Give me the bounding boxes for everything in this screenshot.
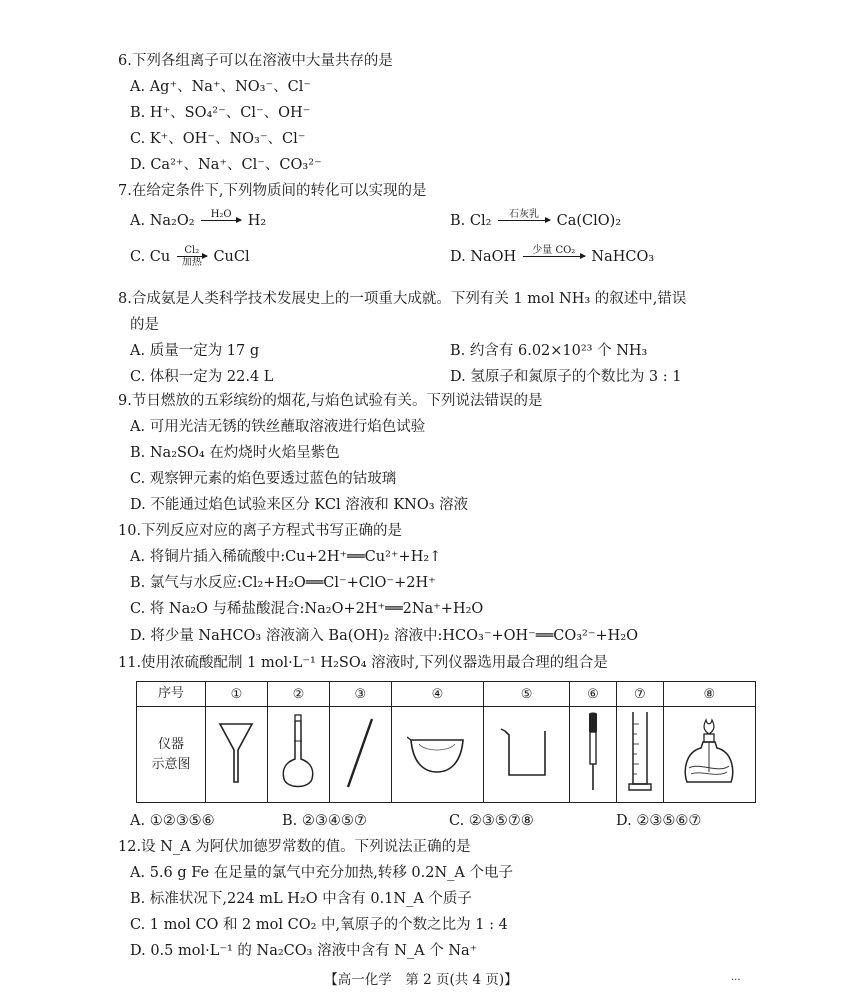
instrument-number-3: ③	[329, 682, 391, 707]
q8-option-b: B. 约含有 6.02×10²³ 个 NH₃	[450, 343, 648, 359]
volumetric-flask-icon	[267, 707, 329, 803]
q8-option-a: A. 质量一定为 17 g	[130, 343, 260, 359]
q7-a-product: H₂	[247, 213, 267, 229]
q10-stem: 10.下列反应对应的离子方程式书写正确的是	[118, 523, 403, 539]
q12-option-b: B. 标准状况下,224 mL H₂O 中含有 0.1N_A 个质子	[130, 891, 472, 907]
q7-option-b	[450, 210, 621, 232]
table-header-label: 序号	[137, 682, 206, 707]
dropper-icon	[570, 707, 617, 803]
q12-option-d: D. 0.5 mol·L⁻¹ 的 Na₂CO₃ 溶液中含有 N_A 个 Na⁺	[130, 943, 478, 959]
q10-option-b: B. 氯气与水反应:Cl₂+H₂O══Cl⁻+ClO⁻+2H⁺	[130, 575, 436, 591]
graduated-cylinder-icon	[616, 707, 663, 803]
q8-option-d: D. 氢原子和氮原子的个数比为 3 : 1	[450, 369, 682, 385]
table-diagram-row	[137, 707, 756, 803]
q12-stem: 12.设 N_A 为阿伏加德罗常数的值。下列说法正确的是	[118, 839, 471, 855]
page-footer: 【高一化学 第 2 页(共 4 页)】	[324, 972, 518, 988]
q7-option-a	[130, 210, 266, 232]
q7-option-c	[130, 246, 250, 268]
q7-b-condition: 石灰乳	[509, 209, 540, 220]
q7-d-product: NaHCO₃	[591, 249, 655, 265]
instrument-number-7: ⑦	[616, 682, 663, 707]
q7-c-product: CuCl	[213, 249, 250, 265]
reaction-arrow	[177, 246, 207, 268]
instrument-number-6: ⑥	[570, 682, 617, 707]
q7-c-condition-bottom: 加热	[181, 257, 202, 268]
instrument-number-1: ①	[206, 682, 268, 707]
q7-d-condition: 少量 CO₂	[532, 245, 576, 256]
q9-option-b: B. Na₂SO₄ 在灼烧时火焰呈紫色	[130, 445, 340, 461]
reaction-arrow	[523, 246, 585, 268]
q11-option-d: D. ②③⑤⑥⑦	[616, 813, 702, 829]
q9-option-c: C. 观察钾元素的焰色要透过蓝色的钴玻璃	[130, 471, 397, 487]
reaction-arrow	[498, 210, 550, 232]
q6-option-b: B. H⁺、SO₄²⁻、Cl⁻、OH⁻	[130, 105, 311, 121]
funnel-icon	[206, 707, 268, 803]
q7-b-product: Ca(ClO)₂	[556, 213, 622, 229]
q6-stem: 6.下列各组离子可以在溶液中大量共存的是	[118, 53, 393, 69]
q7-d-reactant: D. NaOH	[450, 249, 517, 265]
evaporating-dish-icon	[391, 707, 483, 803]
q7-stem: 7.在给定条件下,下列物质间的转化可以实现的是	[118, 183, 427, 199]
q9-option-d: D. 不能通过焰色试验来区分 KCl 溶液和 KNO₃ 溶液	[130, 497, 469, 513]
q6-option-a: A. Ag⁺、Na⁺、NO₃⁻、Cl⁻	[130, 79, 312, 95]
q7-option-d	[450, 246, 654, 268]
instrument-number-5: ⑤	[483, 682, 569, 707]
q8-option-c: C. 体积一定为 22.4 L	[130, 369, 274, 385]
q7-a-reactant: A. Na₂O₂	[130, 213, 195, 229]
table-header-row	[137, 682, 756, 707]
alcohol-lamp-icon	[663, 707, 755, 803]
q9-option-a: A. 可用光洁无锈的铁丝蘸取溶液进行焰色试验	[130, 419, 426, 435]
q12-option-a: A. 5.6 g Fe 在足量的氯气中充分加热,转移 0.2N_A 个电子	[130, 865, 514, 881]
q11-stem: 11.使用浓硫酸配制 1 mol·L⁻¹ H₂SO₄ 溶液时,下列仪器选用最合理的组合是	[118, 655, 608, 671]
glass-rod-icon	[329, 707, 391, 803]
table-diagram-label	[137, 707, 206, 803]
corner-mark: ...	[731, 972, 741, 983]
q9-stem: 9.节日燃放的五彩缤纷的烟花,与焰色试验有关。下列说法错误的是	[118, 393, 543, 409]
q6-option-d: D. Ca²⁺、Na⁺、Cl⁻、CO₃²⁻	[130, 157, 322, 173]
q8-stem-line1: 8.合成氨是人类科学技术发展史上的一项重大成就。下列有关 1 mol NH₃ 的叙述中,错误	[118, 291, 687, 307]
q8-stem-line2: 的是	[130, 317, 159, 333]
row-label-line1: 仪器	[157, 736, 184, 752]
q11-option-a: A. ①②③⑤⑥	[130, 813, 215, 829]
row-label-line2: 示意图	[151, 756, 191, 772]
q7-c-condition-top: Cl₂	[184, 245, 200, 256]
reaction-arrow	[201, 210, 241, 232]
instrument-number-2: ②	[267, 682, 329, 707]
q7-a-condition: H₂O	[210, 209, 232, 220]
q11-option-c: C. ②③⑤⑦⑧	[449, 813, 534, 829]
q11-option-b: B. ②③④⑤⑦	[282, 813, 367, 829]
q10-option-d: D. 将少量 NaHCO₃ 溶液滴入 Ba(OH)₂ 溶液中:HCO₃⁻+OH⁻══CO₃²⁻+H₂O	[130, 628, 639, 644]
instrument-table	[136, 681, 756, 803]
q10-option-c: C. 将 Na₂O 与稀盐酸混合:Na₂O+2H⁺══2Na⁺+H₂O	[130, 601, 484, 617]
q7-b-reactant: B. Cl₂	[450, 213, 492, 229]
instrument-number-4: ④	[391, 682, 483, 707]
q7-c-reactant: C. Cu	[130, 249, 171, 265]
q6-option-c: C. K⁺、OH⁻、NO₃⁻、Cl⁻	[130, 131, 306, 147]
q10-option-a: A. 将铜片插入稀硫酸中:Cu+2H⁺══Cu²⁺+H₂↑	[130, 549, 442, 565]
q12-option-c: C. 1 mol CO 和 2 mol CO₂ 中,氧原子的个数之比为 1 : 4	[130, 917, 508, 933]
instrument-number-8: ⑧	[663, 682, 755, 707]
beaker-icon	[483, 707, 569, 803]
